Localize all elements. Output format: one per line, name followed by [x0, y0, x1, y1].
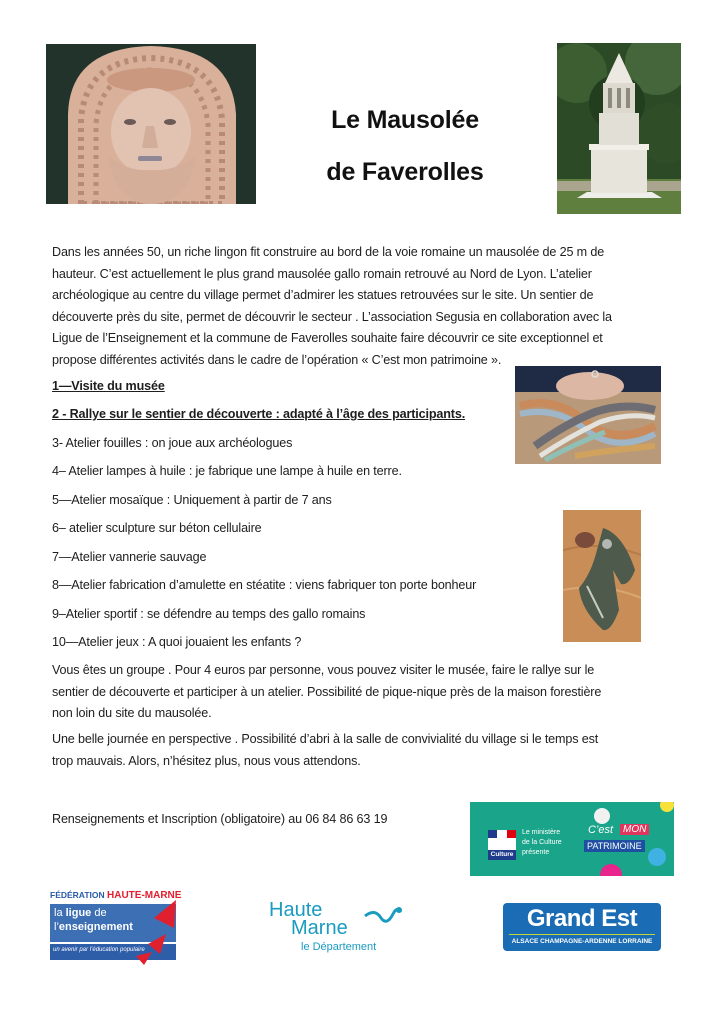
activity-item: 1—Visite du musée [52, 379, 165, 393]
ligue-text-part: enseignement [58, 921, 133, 933]
activity-item: 6– atelier sculpture sur béton cellulaire [52, 521, 262, 535]
intro-line: Ligue de l’Enseignement et la commune de Faverolles souhaite faire découvrir ce site exceptionnel et [52, 331, 603, 346]
ligue-enseignement-logo [50, 890, 190, 965]
federation-label: FÉDÉRATION [50, 890, 105, 900]
intro-line: hauteur. C’est actuellement le plus grand mausolée gallo romain retrouvé au Nord de Lyon. L’atelier [52, 266, 592, 281]
region-label: HAUTE-MARNE [107, 890, 182, 901]
smiley-icon [600, 864, 622, 876]
grand-est-divider [509, 934, 655, 935]
haute-marne-line: Haute [269, 899, 323, 921]
sculpted-head-image [46, 44, 256, 204]
intro-line: Dans les années 50, un riche lingon fit construire au bord de la voie romaine un mausolée de 25 m de [52, 245, 605, 259]
activity-item: 5—Atelier mosaïque : Uniquement à partir de 7 ans [52, 493, 332, 507]
activity-item: 7—Atelier vannerie sauvage [52, 550, 207, 564]
mosaic-image [515, 366, 661, 464]
group-info-line: sentier de découverte et participer à un atelier. Possibilité de pique-nique près de la maison forestière [52, 684, 602, 699]
smiley-icon [594, 808, 610, 824]
mausoleum-photo [557, 43, 681, 214]
cest-text: C’est [588, 824, 614, 836]
red-arrows-icon [130, 900, 180, 965]
mausoleum-image [557, 43, 681, 214]
activity-item: 10—Atelier jeux : A quoi jouaient les enfants ? [52, 635, 302, 649]
activity-item: 4– Atelier lampes à huile : je fabrique une lampe à huile en terre. [52, 464, 402, 478]
smiley-icon [660, 802, 674, 812]
activity-item: 8—Atelier fabrication d’amulette en stéatite : viens fabriquer ton porte bonheur [52, 578, 477, 592]
group-info-line: Vous êtes un groupe . Pour 4 euros par personne, vous pouvez visiter le musée, faire le rallye sur le [52, 663, 595, 677]
ligue-text-part: ligue [65, 907, 92, 919]
intro-line: propose différentes activités dans le cadre de l’opération « C’est mon patrimoine ». [52, 352, 502, 367]
grand-est-name: Grand Est [526, 905, 638, 932]
amulet-photo [563, 510, 641, 642]
grand-est-logo [503, 903, 661, 951]
closing-line: Une belle journée en perspective . Possibilité d’abri à la salle de convivialité du village si le temps est [52, 732, 599, 746]
title-line-1: Le Mausolée [331, 106, 479, 134]
ministry-culture-emblem [488, 830, 516, 860]
ligue-name [54, 906, 133, 934]
haute-marne-line: Marne [291, 917, 348, 939]
amulet-image [563, 510, 641, 642]
closing-paragraph [52, 729, 692, 772]
ministry-line: de la Culture [522, 839, 562, 846]
mosaic-workshop-photo [515, 366, 661, 464]
contact-info: Renseignements et Inscription (obligatoire) au 06 84 86 63 19 [52, 812, 388, 826]
intro-line: archéologique au centre du village permet d’admirer les statues retrouvées sur le site. Un sentier de [52, 288, 594, 303]
grand-est-subtitle: ALSACE CHAMPAGNE-ARDENNE LORRAINE [511, 938, 653, 945]
culture-word: Culture [490, 851, 514, 858]
smiley-icon [648, 848, 666, 866]
haute-marne-logo [265, 900, 415, 965]
ligue-text-part: l’ [54, 921, 59, 933]
title-line-2: de Faverolles [326, 158, 484, 186]
sculpted-head-photo [46, 44, 256, 204]
activity-item: 2 - Rallye sur le sentier de découverte : adapté à l’âge des participants. [52, 407, 466, 421]
ligue-tagline: un avenir par l’éducation populaire [53, 947, 145, 953]
ministry-text [522, 828, 562, 858]
cest-mon-patrimoine-logo [470, 802, 674, 876]
ministry-line: présente [522, 849, 550, 856]
activity-item: 9–Atelier sportif : se défendre au temps des gallo romains [52, 607, 366, 621]
haute-marne-emblem-icon [363, 902, 403, 930]
mon-text: MON [620, 824, 649, 835]
group-info-line: non loin du site du mausolée. [52, 706, 212, 721]
haute-marne-line: le Département [301, 941, 377, 953]
ministry-line: Le ministère [522, 829, 561, 836]
intro-line: découverte près du site, permet de découvrir le secteur . L’association Segusia en collaboration avec la [52, 309, 612, 324]
ligue-text-part: la [54, 907, 66, 919]
activity-item: 3- Atelier fouilles : on joue aux archéologues [52, 436, 293, 450]
closing-line: trop mauvais. Alors, n’hésitez plus, nous vous attendons. [52, 753, 361, 768]
patrimoine-text: PATRIMOINE [584, 840, 645, 852]
intro-paragraph [52, 242, 692, 372]
ligue-text-part: de [91, 907, 107, 919]
group-info-paragraph [52, 660, 692, 725]
